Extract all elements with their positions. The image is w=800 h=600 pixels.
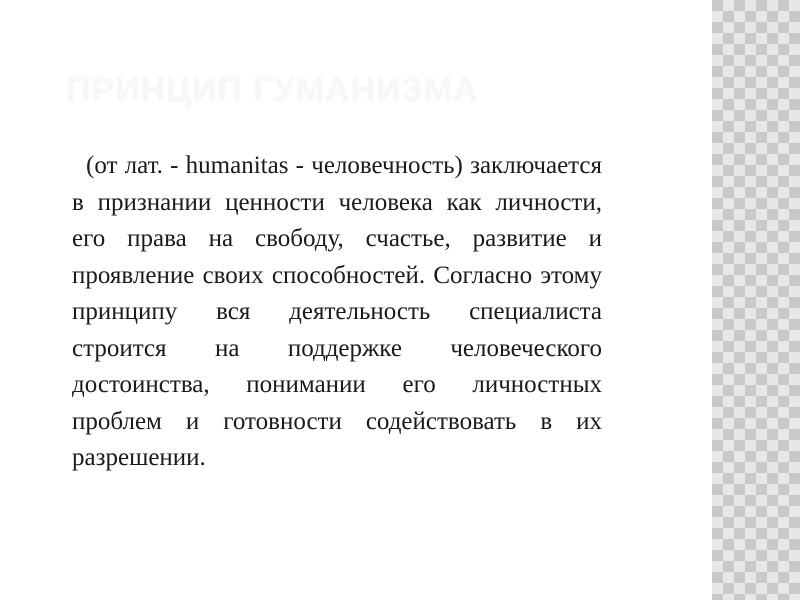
decorative-side-band (712, 0, 800, 600)
slide-body-text: (от лат. - humanitas - человечность) заключается в признании ценности человека как личности, его права на свободу, счастье, развитие и проявление своих способностей. Согласно этому принципу вся деятельность специалиста строится на поддержке человеческого достоинства, понимании его личностных проблем и готовности содействовать в их разрешении. (72, 152, 602, 471)
slide-title: ПРИНЦИП ГУМАНИЗМА (66, 71, 479, 109)
